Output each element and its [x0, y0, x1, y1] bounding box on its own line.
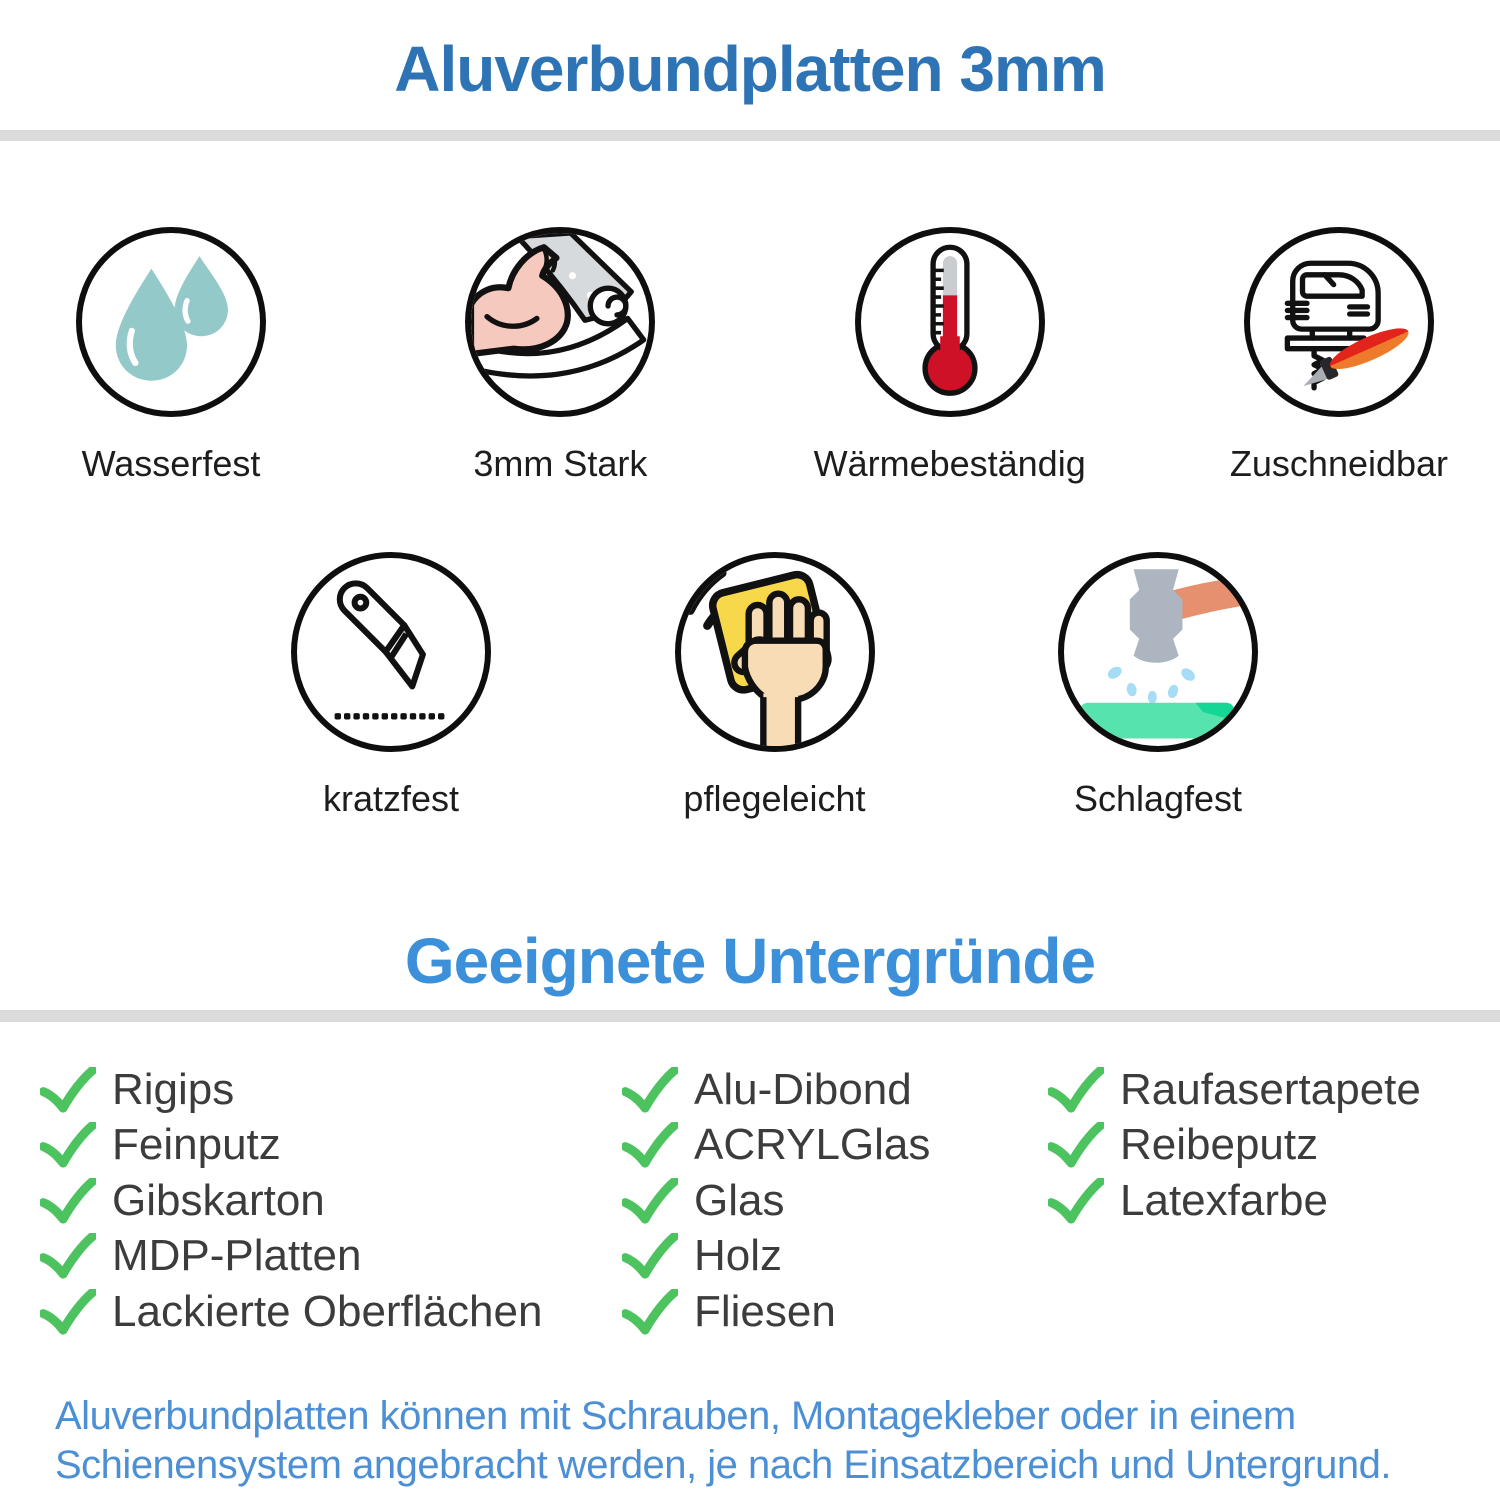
list-item [40, 1062, 542, 1118]
jigsaw-icon [1250, 233, 1428, 411]
check-icon [622, 1067, 678, 1113]
mounting-note-line1: Aluverbundplatten können mit Schrauben, Montagekleber oder in einem [55, 1394, 1296, 1438]
substrate-label: Glas [694, 1175, 785, 1225]
check-icon [1048, 1067, 1104, 1113]
feature-circle [855, 227, 1045, 417]
feature-label: Wärmebeständig [813, 443, 1086, 484]
feature-row-1 [42, 227, 1468, 485]
feature-circle [675, 552, 875, 752]
substrate-label: Fliesen [694, 1286, 836, 1336]
list-item [622, 1229, 930, 1285]
list-item [622, 1284, 930, 1340]
list-item [40, 1284, 542, 1340]
feature-row-2 [262, 552, 1287, 820]
water-drops-icon [82, 233, 260, 411]
check-icon [1048, 1178, 1104, 1224]
feature-wasserfest [42, 227, 300, 485]
list-item [1048, 1062, 1421, 1118]
feature-label: kratzfest [322, 778, 460, 819]
feature-circle [465, 227, 655, 417]
list-item [40, 1118, 542, 1174]
feature-label: Wasserfest [81, 443, 261, 484]
check-icon [40, 1178, 96, 1224]
list-item [40, 1173, 542, 1229]
feature-circle [76, 227, 266, 417]
cleaning-hand-icon [681, 558, 869, 746]
check-icon [1048, 1122, 1104, 1168]
substrate-label: Raufasertapete [1120, 1064, 1421, 1114]
feature-circle [1058, 552, 1258, 752]
divider-bar [0, 1010, 1500, 1022]
feature-3mm-stark [431, 227, 689, 485]
substrate-label: MDP-Platten [112, 1231, 362, 1281]
list-item [1048, 1173, 1421, 1229]
substrate-label: Latexfarbe [1120, 1175, 1328, 1225]
feature-zuschneidbar [1210, 227, 1468, 485]
substrate-label: Holz [694, 1231, 783, 1281]
check-icon [40, 1233, 96, 1279]
feature-label: pflegeleicht [683, 778, 866, 819]
feature-schlagfest [1029, 552, 1287, 820]
feature-label: Schlagfest [1073, 778, 1243, 819]
substrate-label: Rigips [112, 1064, 235, 1114]
feature-pflegeleicht [646, 552, 904, 820]
feature-circle [1244, 227, 1434, 417]
list-item [1048, 1118, 1421, 1174]
list-item [622, 1173, 930, 1229]
check-icon [622, 1289, 678, 1335]
check-icon [622, 1233, 678, 1279]
check-icon [40, 1122, 96, 1168]
feature-circle [291, 552, 491, 752]
muscle-arm-icon [471, 233, 649, 411]
feature-label: Zuschneidbar [1229, 443, 1449, 484]
substrates-title: Geeignete Untergründe [404, 925, 1096, 997]
substrate-label: Feinputz [112, 1120, 281, 1170]
substrate-label: Gibskarton [112, 1175, 325, 1225]
dotted-line [335, 713, 445, 719]
substrate-column-1 [40, 1062, 542, 1340]
check-icon [40, 1289, 96, 1335]
divider-bar [0, 130, 1500, 141]
thermometer-icon [861, 233, 1039, 411]
hammer-icon [1064, 558, 1252, 746]
substrate-column-3 [1048, 1062, 1421, 1229]
page-title: Aluverbundplatten 3mm [394, 33, 1106, 105]
utility-knife-icon [297, 558, 485, 746]
check-icon [622, 1122, 678, 1168]
substrate-label: ACRYLGlas [694, 1120, 931, 1170]
list-item [622, 1062, 930, 1118]
impact-splash [1106, 664, 1198, 703]
list-item [622, 1118, 930, 1174]
mounting-note [55, 1392, 1470, 1490]
check-icon [622, 1178, 678, 1224]
check-icon [40, 1067, 96, 1113]
list-item [40, 1229, 542, 1285]
feature-label: 3mm Stark [473, 443, 648, 484]
substrate-label: Alu-Dibond [694, 1064, 912, 1114]
substrate-column-2 [622, 1062, 930, 1340]
feature-kratzfest [262, 552, 520, 820]
mounting-note-line2: Schienensystem angebracht werden, je nach Einsatzbereich und Untergrund. [55, 1443, 1391, 1487]
substrate-label: Lackierte Oberflächen [112, 1286, 543, 1336]
feature-waermebestaendig [813, 227, 1086, 485]
substrate-label: Reibeputz [1120, 1120, 1319, 1170]
